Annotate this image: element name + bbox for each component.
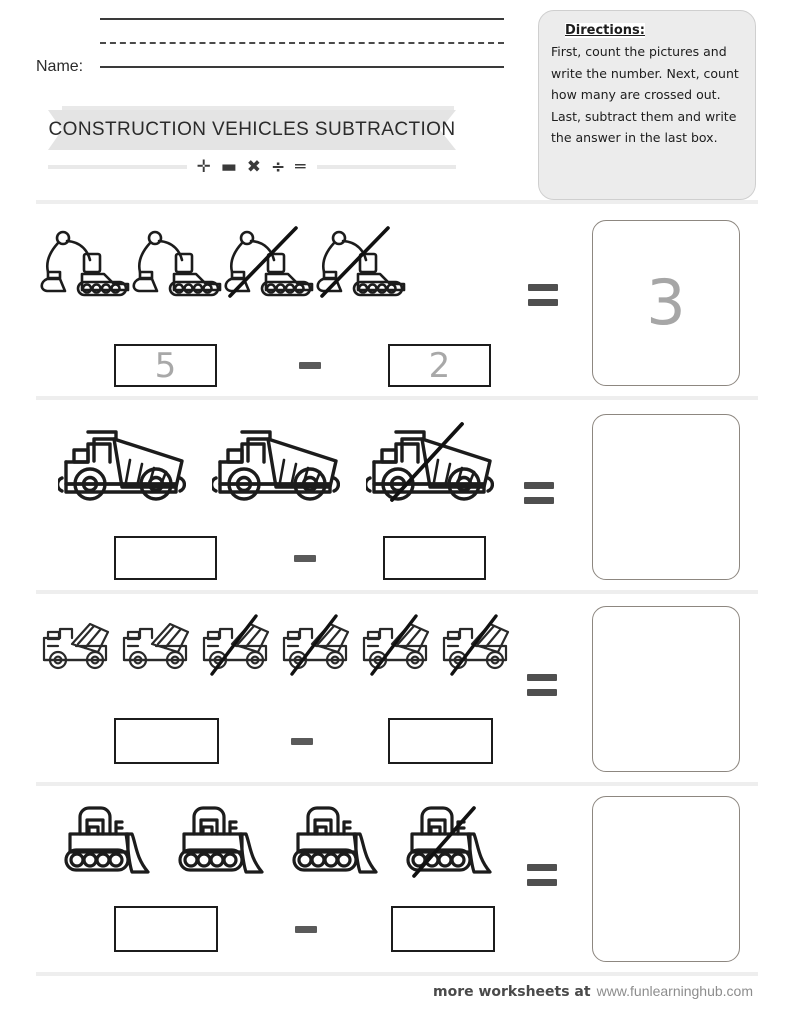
subtrahend-box[interactable] xyxy=(383,536,486,580)
minuend-box[interactable] xyxy=(114,718,219,764)
vehicle-group-dump-truck xyxy=(58,422,494,502)
answer-box[interactable] xyxy=(592,796,740,962)
writing-line-top xyxy=(100,18,504,20)
equals-operator xyxy=(528,284,558,306)
minus-operator xyxy=(294,555,316,562)
minuend-box[interactable] xyxy=(114,344,217,387)
directions-title: Directions: xyxy=(565,23,645,38)
vehicle-cement-mixer xyxy=(118,614,194,676)
minuend-value: 5 xyxy=(154,345,177,386)
vehicle-cement-mixer xyxy=(198,614,274,676)
vehicle-bulldozer xyxy=(400,804,500,878)
minus-operator xyxy=(295,926,317,933)
directions-text: First, count the pictures and write the number. Next, count how many are crossed out. Last, subtract them and write the answer in the last box. xyxy=(551,44,739,145)
subtrahend-box[interactable] xyxy=(391,906,495,952)
vehicle-group-bulldozer xyxy=(58,804,500,878)
minus-operator xyxy=(299,362,321,369)
problem-row-3 xyxy=(0,594,791,782)
vehicle-dump-truck xyxy=(366,422,494,502)
answer-box[interactable] xyxy=(592,220,740,386)
vehicle-bulldozer xyxy=(286,804,386,878)
writing-line-bottom xyxy=(100,66,504,68)
vehicle-excavator xyxy=(314,226,406,298)
subtrahend-box[interactable] xyxy=(388,718,493,764)
equals-operator xyxy=(527,674,557,696)
problem-row-1 xyxy=(0,204,791,396)
symbols-rule-right xyxy=(317,165,456,169)
equals-operator xyxy=(524,482,554,504)
name-label: Name: xyxy=(36,58,84,75)
page-title: CONSTRUCTION VEHICLES SUBTRACTION xyxy=(48,119,456,140)
vehicle-excavator xyxy=(222,226,314,298)
subtrahend-box[interactable] xyxy=(388,344,491,387)
row-divider-4 xyxy=(36,972,758,976)
answer-box[interactable] xyxy=(592,414,740,580)
name-writing-lines[interactable] xyxy=(100,18,504,68)
directions-box xyxy=(538,10,756,200)
answer-value: 3 xyxy=(646,266,686,339)
equals-operator xyxy=(527,864,557,886)
vehicle-cement-mixer xyxy=(358,614,434,676)
subtrahend-value: 2 xyxy=(428,345,451,386)
symbols-rule-left xyxy=(48,165,187,169)
vehicle-excavator xyxy=(38,226,130,298)
problem-row-4 xyxy=(0,786,791,972)
minuend-box[interactable] xyxy=(114,906,218,952)
answer-box[interactable] xyxy=(592,606,740,772)
vehicle-dump-truck xyxy=(58,422,186,502)
footer xyxy=(0,983,791,1001)
title-banner xyxy=(48,110,456,150)
vehicle-cement-mixer xyxy=(438,614,514,676)
problem-row-2 xyxy=(0,400,791,590)
minus-operator xyxy=(291,738,313,745)
vehicle-excavator xyxy=(130,226,222,298)
vehicle-group-excavator xyxy=(38,226,406,298)
vehicle-cement-mixer xyxy=(278,614,354,676)
vehicle-bulldozer xyxy=(58,804,158,878)
math-symbols-row xyxy=(48,157,456,177)
vehicle-bulldozer xyxy=(172,804,272,878)
vehicle-cement-mixer xyxy=(38,614,114,676)
vehicle-group-cement-mixer xyxy=(38,614,514,676)
vehicle-dump-truck xyxy=(212,422,340,502)
math-symbols: ✛ ▬ ✖ ÷ ═ xyxy=(196,157,308,177)
footer-url[interactable]: www.funlearninghub.com xyxy=(596,983,753,999)
footer-label: more worksheets at xyxy=(433,984,591,1000)
writing-line-middle-dashed xyxy=(100,42,504,44)
minuend-box[interactable] xyxy=(114,536,217,580)
